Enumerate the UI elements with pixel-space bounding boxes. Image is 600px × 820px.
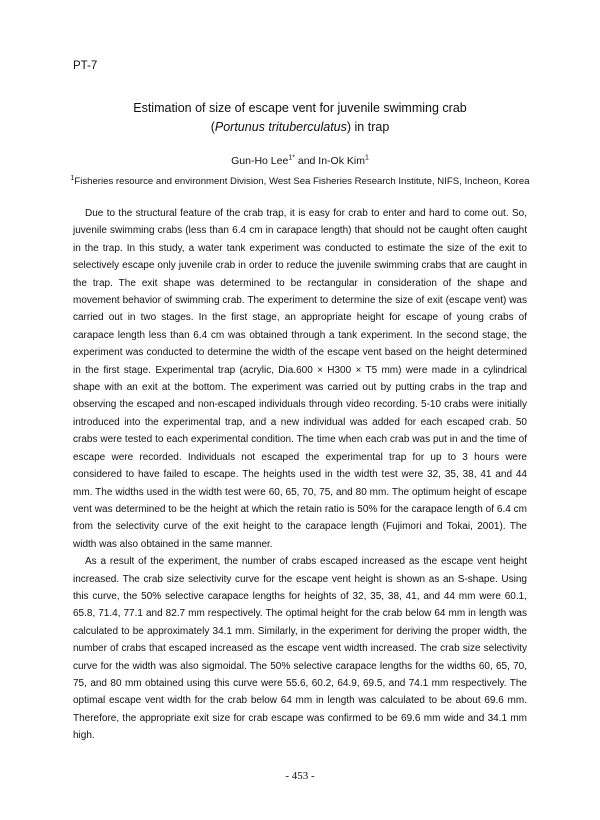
abstract-paragraph-1: Due to the structural feature of the crab trap, it is easy for crab to enter and hard to come out. So, juvenile swimming crabs (less than 6.4 cm in carapace length) that should not be caught often caught in the trap. In this study, a water tank experiment was conducted to estimate the size of the exit to selectively escape only juvenile crab in order to reduce the juvenile swimming crabs that are caught in the trap. The exit shape was determined to be rectangular in consideration of the shape and movement behavior of swimming crab. The experiment to determine the size of exit (escape vent) was carried out in two stages. In the first stage, an appropriate height for escape of young crabs of carapace length less than 6.4 cm was obtained through a tank experiment. In the second stage, the experiment was conducted to determine the width of the escape vent based on the height determined in the first stage. Experimental trap (acrylic, Dia.600 × H300 × T5 mm) were made in a cylindrical shape with an exit at the bottom. The experiment was carried out by putting crabs in the trap and observing the escaped and non-escaped individuals through video recording. 5-10 crabs were initially introduced into the experimental trap, and a new individual was added for each escaped crab. 50 crabs were tested to each experimental condition. The time when each crab was put in and the time of escape were recorded. Individuals not escaped the experimental trap for up to 3 hours were considered to have failed to escape. The heights used in the width test were 32, 35, 38, 41 and 44 mm. The widths used in the width test were 60, 65, 70, 75, and 80 mm. The optimum height of escape vent was determined to be the height at which the retain ratio is 50% for the carapace length of 6.4 cm from the selectivity curve of the exit height to the carapace length (Fujimori and Tokai, 2001). The width was also obtained in the same manner.	[73, 208, 527, 550]
author-2-marker: 1	[364, 154, 369, 162]
affiliation	[0, 176, 600, 187]
title-line-2-rest: ) in trap	[346, 120, 390, 134]
author-connector: and	[294, 155, 319, 167]
title-line-2	[0, 118, 600, 137]
page-number: - 453 -	[285, 770, 315, 782]
session-code: PT-7	[73, 60, 98, 72]
author-1-marker: 1*	[288, 154, 295, 162]
abstract-body	[73, 205, 527, 745]
abstract-paragraph-2: As a result of the experiment, the number of crabs escaped increased as the escape vent height increased. The crab size selectivity curve for the escape vent height is shown as an S-shape. Using this curve, the 50% selective carapace lengths for heights of 32, 35, 38, 41, and 44 mm were 60.1, 65.8, 71.4, 77.1 and 82.7 mm respectively. The optimal height for the crab below 64 mm in length was calculated to be approximately 34.1 mm. Similarly, in the experiment for deriving the proper width, the number of crabs that escaped increased as the escape vent width increased. The crab size selectivity curve for the width was also sigmoidal. The 50% selective carapace lengths for the widths 60, 65, 70, 75, and 80 mm obtained using this curve were 55.6, 60.2, 64.9, 69.5, and 74.1 mm respectively. The optimal escape vent width for the crab below 64 mm in length was calculated to be about 69.6 mm. Therefore, the appropriate exit size for crab escape was confirmed to be 69.6 mm wide and 34.1 mm high.	[73, 556, 527, 742]
title-paren-open: (	[210, 120, 215, 134]
affiliation-text: Fisheries resource and environment Division, West Sea Fisheries Research Institute, NIFS, Incheon, Korea	[74, 176, 530, 187]
paper-title	[0, 99, 600, 137]
species-name: Portunus trituberculatus	[214, 120, 347, 134]
affiliation-marker: 1	[70, 174, 75, 182]
author-2: In-Ok Kim	[318, 155, 365, 167]
title-line-1: Estimation of size of escape vent for juvenile swimming crab	[133, 101, 467, 115]
author-line	[0, 155, 600, 167]
author-1: Gun-Ho Lee	[231, 155, 289, 167]
